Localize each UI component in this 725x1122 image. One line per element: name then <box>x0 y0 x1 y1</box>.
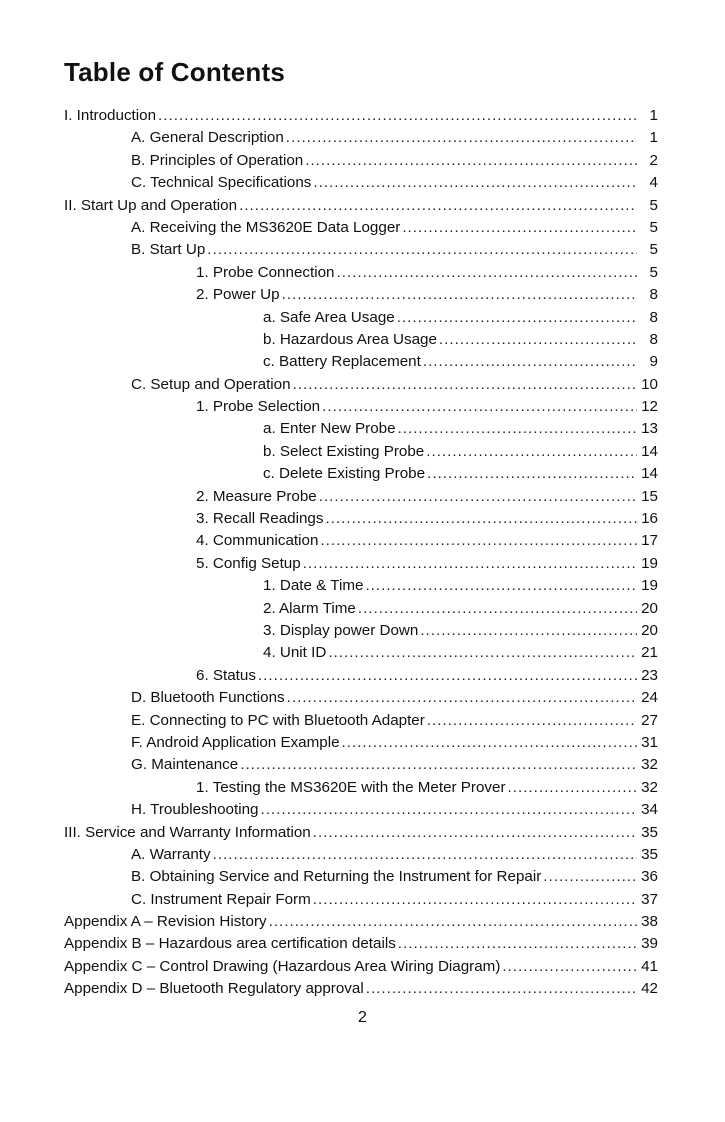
toc-entry-label: 5. Config Setup <box>196 554 301 572</box>
dot-leader <box>365 575 637 597</box>
toc-entry[interactable] <box>0 441 725 463</box>
toc-entry[interactable] <box>0 195 725 217</box>
toc-entry-page-number: 5 <box>649 241 658 259</box>
dot-leader <box>543 866 637 888</box>
toc-entry-page-number: 38 <box>641 913 658 931</box>
page-title: Table of Contents <box>64 57 286 87</box>
dot-leader <box>239 195 637 217</box>
dot-leader <box>342 732 637 754</box>
dot-leader <box>325 508 637 530</box>
toc-entry-label: B. Obtaining Service and Returning the Instrument for Repair <box>131 868 542 886</box>
toc-entry-page-number: 42 <box>641 980 658 998</box>
toc-entry-label: B. Start Up <box>131 241 206 259</box>
toc-entry-label: Appendix C – Control Drawing (Hazardous Area Wiring Diagram) <box>64 957 501 975</box>
toc-entry-label: 2. Measure Probe <box>196 487 317 505</box>
dot-leader <box>269 911 637 933</box>
toc-entry-page-number: 16 <box>641 510 658 528</box>
toc-entry-label: I. Introduction <box>64 107 157 124</box>
toc-entry[interactable] <box>0 396 725 418</box>
toc-entry-label: c. Delete Existing Probe <box>263 465 426 483</box>
toc-entry-label: 1. Probe Connection <box>196 263 335 281</box>
toc-entry[interactable] <box>0 329 725 351</box>
toc-entry-page-number: 20 <box>641 599 658 617</box>
toc-entry[interactable] <box>0 127 725 149</box>
toc-entry-label: Appendix B – Hazardous area certification details <box>64 935 396 953</box>
toc-entry-page-number: 31 <box>641 733 658 751</box>
table-of-contents <box>0 105 725 1001</box>
toc-entry-page-number: 36 <box>641 868 658 886</box>
toc-entry-page-number: 32 <box>641 778 658 796</box>
dot-leader <box>158 105 637 127</box>
toc-entry-label: 4. Unit ID <box>263 644 327 662</box>
toc-entry-label: b. Hazardous Area Usage <box>263 330 437 348</box>
dot-leader <box>260 799 637 821</box>
dot-leader <box>320 530 637 552</box>
dot-leader <box>427 710 637 732</box>
toc-entry[interactable] <box>0 105 725 127</box>
dot-leader <box>303 553 637 575</box>
toc-entry-label: A. Warranty <box>131 845 211 863</box>
dot-leader <box>508 777 637 799</box>
toc-entry[interactable] <box>0 866 725 888</box>
toc-entry[interactable] <box>0 956 725 978</box>
dot-leader <box>423 351 637 373</box>
toc-entry[interactable] <box>0 911 725 933</box>
toc-entry[interactable] <box>0 933 725 955</box>
toc-entry[interactable] <box>0 844 725 866</box>
toc-entry[interactable] <box>0 217 725 239</box>
toc-entry[interactable] <box>0 418 725 440</box>
toc-entry-page-number: 13 <box>641 420 658 438</box>
toc-entry-page-number: 5 <box>649 263 658 281</box>
toc-entry-page-number: 5 <box>649 218 658 236</box>
dot-leader <box>286 127 637 149</box>
dot-leader <box>240 754 637 776</box>
toc-entry[interactable] <box>0 239 725 261</box>
dot-leader <box>313 822 637 844</box>
toc-entry[interactable] <box>0 486 725 508</box>
toc-entry[interactable] <box>0 642 725 664</box>
toc-entry[interactable] <box>0 508 725 530</box>
dot-leader <box>398 418 637 440</box>
toc-entry-label: c. Battery Replacement <box>263 353 421 371</box>
toc-entry-label: b. Select Existing Probe <box>263 442 425 460</box>
toc-entry-page-number: 8 <box>649 286 658 304</box>
toc-entry-label: 6. Status <box>196 666 256 684</box>
toc-entry-label: 1. Testing the MS3620E with the Meter Prover <box>196 778 506 796</box>
toc-entry[interactable] <box>0 150 725 172</box>
toc-entry-page-number: 19 <box>641 554 658 572</box>
dot-leader <box>336 262 637 284</box>
toc-entry[interactable] <box>0 172 725 194</box>
toc-entry-page-number: 2 <box>649 151 658 169</box>
dot-leader <box>398 933 637 955</box>
dot-leader <box>213 844 637 866</box>
toc-entry[interactable] <box>0 553 725 575</box>
toc-entry-page-number: 5 <box>649 196 658 214</box>
toc-entry-page-number: 14 <box>641 442 658 460</box>
toc-entry-page-number: 1 <box>649 107 658 124</box>
toc-entry[interactable] <box>0 822 725 844</box>
dot-leader <box>313 889 637 911</box>
toc-entry-page-number: 37 <box>641 890 658 908</box>
toc-entry-label: F. Android Application Example <box>131 733 340 751</box>
toc-entry-label: D. Bluetooth Functions <box>131 689 285 707</box>
dot-leader <box>293 374 637 396</box>
toc-entry-label: 1. Probe Selection <box>196 398 321 416</box>
toc-entry[interactable] <box>0 732 725 754</box>
dot-leader <box>313 172 637 194</box>
dot-leader <box>319 486 637 508</box>
toc-entry[interactable] <box>0 463 725 485</box>
toc-entry-label: a. Safe Area Usage <box>263 308 395 326</box>
toc-entry-label: C. Instrument Repair Form <box>131 890 311 908</box>
toc-entry[interactable] <box>0 284 725 306</box>
dot-leader <box>322 396 637 418</box>
toc-entry-page-number: 9 <box>649 353 658 371</box>
dot-leader <box>426 441 637 463</box>
dot-leader <box>427 463 637 485</box>
toc-entry[interactable] <box>0 598 725 620</box>
dot-leader <box>328 642 637 664</box>
toc-entry-page-number: 12 <box>641 398 658 416</box>
toc-entry-label: A. General Description <box>131 129 284 147</box>
toc-entry-page-number: 32 <box>641 756 658 774</box>
toc-entry[interactable] <box>0 620 725 642</box>
toc-entry-page-number: 24 <box>641 689 658 707</box>
toc-entry-label: 1. Date & Time <box>263 577 364 595</box>
toc-entry-label: 2. Alarm Time <box>263 599 356 617</box>
toc-entry-page-number: 8 <box>649 308 658 326</box>
toc-entry-label: G. Maintenance <box>131 756 239 774</box>
dot-leader <box>305 150 637 172</box>
dot-leader <box>439 329 637 351</box>
dot-leader <box>402 217 637 239</box>
toc-entry-label: 3. Recall Readings <box>196 510 324 528</box>
toc-entry-label: 2. Power Up <box>196 286 280 304</box>
toc-entry-label: H. Troubleshooting <box>131 801 259 819</box>
toc-entry-label: C. Technical Specifications <box>131 174 312 192</box>
toc-entry[interactable] <box>0 530 725 552</box>
toc-entry-page-number: 1 <box>649 129 658 147</box>
dot-leader <box>258 665 637 687</box>
toc-entry[interactable] <box>0 687 725 709</box>
toc-entry-page-number: 35 <box>641 823 658 841</box>
toc-entry[interactable] <box>0 374 725 396</box>
toc-entry-page-number: 15 <box>641 487 658 505</box>
toc-entry-page-number: 27 <box>641 711 658 729</box>
toc-entry[interactable] <box>0 665 725 687</box>
dot-leader <box>366 978 637 1000</box>
toc-entry[interactable] <box>0 351 725 373</box>
toc-entry-page-number: 20 <box>641 621 658 639</box>
toc-entry-label: III. Service and Warranty Information <box>64 823 311 841</box>
toc-entry-label: a. Enter New Probe <box>263 420 396 438</box>
dot-leader <box>420 620 637 642</box>
dot-leader <box>287 687 637 709</box>
toc-entry-page-number: 4 <box>649 174 658 192</box>
toc-entry[interactable] <box>0 307 725 329</box>
toc-entry-page-number: 23 <box>641 666 658 684</box>
toc-entry-label: A. Receiving the MS3620E Data Logger <box>131 218 401 236</box>
toc-entry-page-number: 35 <box>641 845 658 863</box>
toc-entry-page-number: 39 <box>641 935 658 953</box>
toc-entry[interactable] <box>0 710 725 732</box>
dot-leader <box>358 598 637 620</box>
toc-entry-label: Appendix A – Revision History <box>64 913 267 931</box>
toc-entry-label: Appendix D – Bluetooth Regulatory approval <box>64 980 364 998</box>
toc-entry-page-number: 8 <box>649 330 658 348</box>
toc-entry-page-number: 21 <box>641 644 658 662</box>
toc-entry[interactable] <box>0 754 725 776</box>
toc-entry[interactable] <box>0 799 725 821</box>
toc-entry-page-number: 10 <box>641 375 658 393</box>
toc-entry-page-number: 41 <box>641 957 658 975</box>
toc-entry-label: 3. Display power Down <box>263 621 419 639</box>
toc-entry-label: 4. Communication <box>196 532 319 550</box>
toc-entry-page-number: 19 <box>641 577 658 595</box>
toc-entry[interactable] <box>0 575 725 597</box>
toc-entry-label: II. Start Up and Operation <box>64 196 238 214</box>
page-number: 2 <box>358 1009 367 1026</box>
toc-entry-label: C. Setup and Operation <box>131 375 291 393</box>
toc-entry-page-number: 14 <box>641 465 658 483</box>
toc-entry-page-number: 17 <box>641 532 658 550</box>
dot-leader <box>397 307 637 329</box>
toc-entry-page-number: 34 <box>641 801 658 819</box>
dot-leader <box>502 956 637 978</box>
dot-leader <box>207 239 637 261</box>
toc-entry[interactable] <box>0 262 725 284</box>
toc-entry[interactable] <box>0 889 725 911</box>
toc-entry[interactable] <box>0 978 725 1000</box>
toc-entry[interactable] <box>0 777 725 799</box>
toc-entry-label: B. Principles of Operation <box>131 151 304 169</box>
toc-entry-label: E. Connecting to PC with Bluetooth Adapter <box>131 711 425 729</box>
dot-leader <box>282 284 637 306</box>
